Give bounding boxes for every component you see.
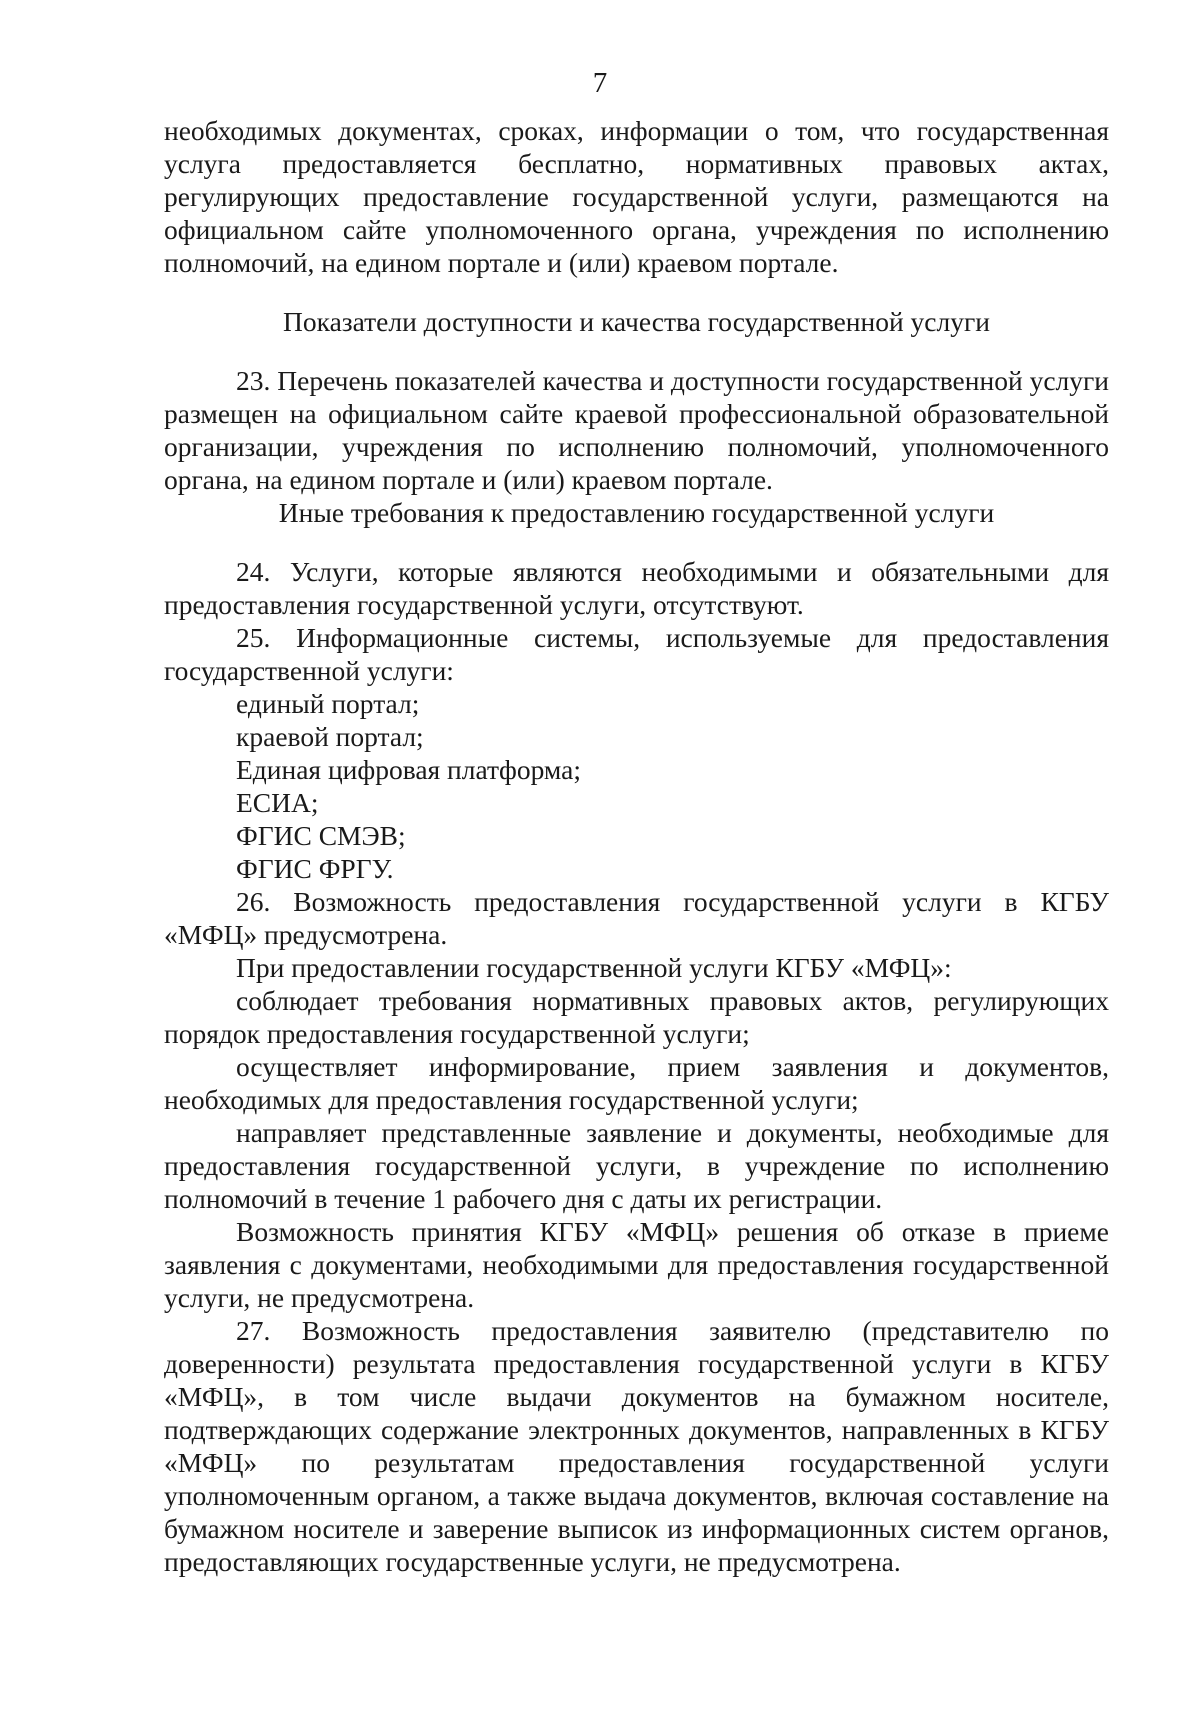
paragraph-26-duty-2: осуществляет информирование, прием заявления и документов, необходимых для предоставления государственной услуги; <box>164 1051 1109 1115</box>
section-heading-other-requirements: Иные требования к предоставлению государственной услуги <box>278 497 995 528</box>
paragraph-26-intro: При предоставлении государственной услуги КГБУ «МФЦ»: <box>236 952 952 983</box>
list-item-system: ФГИС СМЭВ; <box>236 820 406 851</box>
paragraph-25: 25. Информационные системы, используемые для предоставления государственной услуги: <box>164 622 1109 686</box>
spacer <box>164 279 1109 305</box>
list-item-system: Единая цифровая платформа; <box>236 754 581 785</box>
paragraph-26-refusal: Возможность принятия КГБУ «МФЦ» решения об отказе в приеме заявления с документами, необходимыми для предоставления государственной услуги, не предусмотрена. <box>164 1216 1109 1313</box>
paragraph-23: 23. Перечень показателей качества и доступности государственной услуги размещен на официальном сайте краевой профессиональной образовательной организации, учреждения по исполнению полномочий, уполномоченного органа, на едином портале и (или) краевом портале. <box>164 365 1109 495</box>
intro-paragraph: необходимых документах, сроках, информации о том, что государственная услуга предоставляется бесплатно, нормативных правовых актах, регулирующих предоставление государственной услуги, размещаются на официальном сайте уполномоченного органа, учреждения по исполнению полномочий, на едином портале и (или) краевом портале. <box>164 115 1109 278</box>
paragraph-27: 27. Возможность предоставления заявителю (представителю по доверенности) результата предоставления государственной услуги в КГБУ «МФЦ», в том числе выдачи документов на бумажном носителе, подтверждающих содержание электронных документов, направленных в КГБУ «МФЦ» по результатам предоставления государственной услуги уполномоченным органом, а также выдача документов, включая составление на бумажном носителе и заверение выписок из информационных систем органов, предоставляющих государственные услуги, не предусмотрена. <box>164 1315 1109 1577</box>
paragraph-26: 26. Возможность предоставления государственной услуги в КГБУ «МФЦ» предусмотрена. <box>164 886 1109 950</box>
spacer <box>164 529 1109 555</box>
paragraph-26-duty-1: соблюдает требования нормативных правовых актов, регулирующих порядок предоставления государственной услуги; <box>164 985 1109 1049</box>
list-item-system: краевой портал; <box>236 721 424 752</box>
document-body <box>164 114 1109 1578</box>
list-item-system: ЕСИА; <box>236 787 319 818</box>
paragraph-24: 24. Услуги, которые являются необходимыми и обязательными для предоставления государственной услуги, отсутствуют. <box>164 556 1109 620</box>
list-item-system: единый портал; <box>236 688 420 719</box>
list-item-system: ФГИС ФРГУ. <box>236 853 394 884</box>
page-number: 7 <box>592 67 608 99</box>
spacer <box>164 338 1109 364</box>
paragraph-26-duty-3: направляет представленные заявление и документы, необходимые для предоставления государственной услуги, в учреждение по исполнению полномочий в течение 1 рабочего дня с даты их регистрации. <box>164 1117 1109 1214</box>
section-heading-availability: Показатели доступности и качества государственной услуги <box>283 306 990 337</box>
